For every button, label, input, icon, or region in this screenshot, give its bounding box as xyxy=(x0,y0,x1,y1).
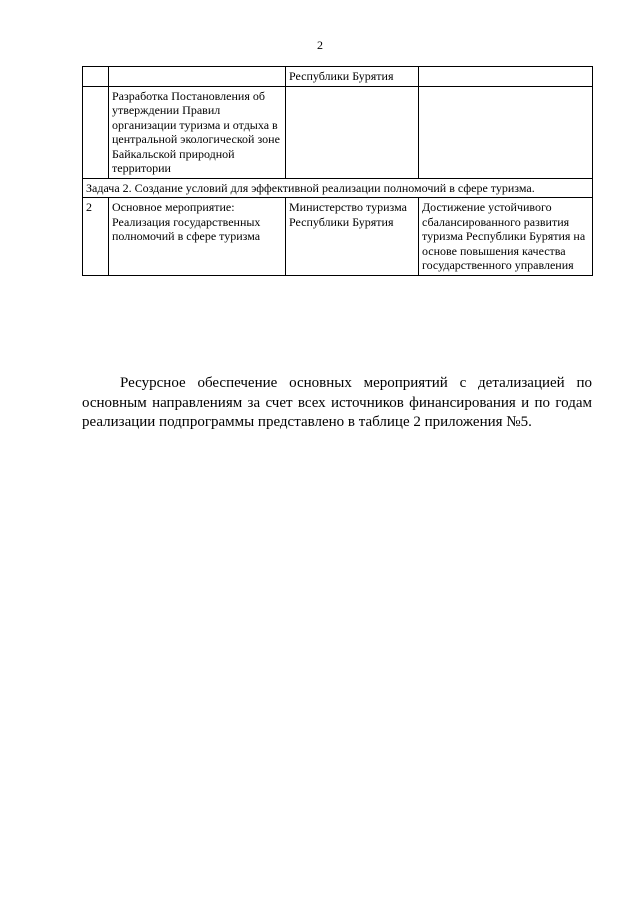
table-row xyxy=(83,198,593,276)
table-row xyxy=(83,86,593,178)
table-cell-result xyxy=(419,86,593,178)
table-cell-number: 2 xyxy=(83,198,109,276)
table-row-task xyxy=(83,178,593,198)
table-cell-executor xyxy=(286,86,419,178)
table-cell-result xyxy=(419,67,593,87)
table-cell-number xyxy=(83,67,109,87)
table-cell-executor: Республики Бурятия xyxy=(286,67,419,87)
table-cell-measure: Разработка Постановления об утверждении Правил организации туризма и отдыха в центральной экологической зоне Байкальской природной территории xyxy=(109,86,286,178)
table-cell-result: Достижение устойчивого сбалансированного развития туризма Республики Бурятия на основе повышения качества государственного управления xyxy=(419,198,593,276)
table-cell-measure: Основное мероприятие: Реализация государственных полномочий в сфере туризма xyxy=(109,198,286,276)
table-row xyxy=(83,67,593,87)
body-paragraph: Ресурсное обеспечение основных мероприятий с детализацией по основным направлениям за счет всех источников финансирования и по годам реализации подпрограммы представлено в таблице 2 приложения №5. xyxy=(82,375,592,430)
page-number: 2 xyxy=(317,38,323,52)
table-cell-measure xyxy=(109,67,286,87)
table-cell-executor: Министерство туризма Республики Бурятия xyxy=(286,198,419,276)
measures-table xyxy=(82,66,593,276)
table-cell-number xyxy=(83,86,109,178)
task-heading-cell: Задача 2. Создание условий для эффективной реализации полномочий в сфере туризма. xyxy=(83,178,593,198)
